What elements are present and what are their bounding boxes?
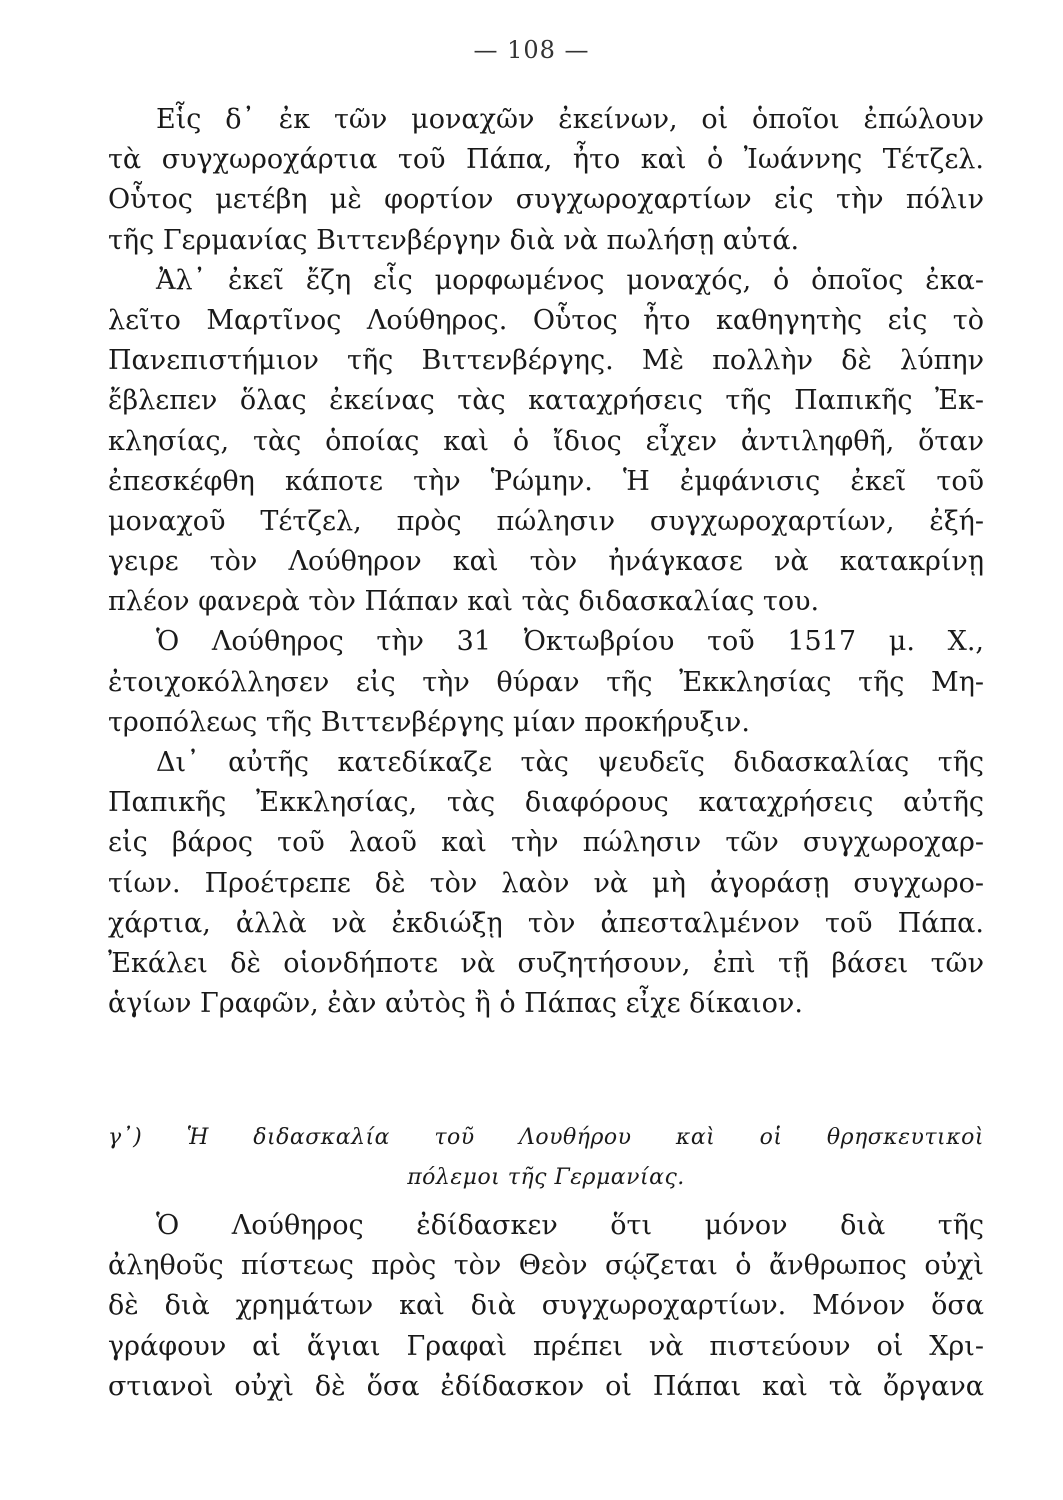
text-line: γειρε τὸν Λούθηρον καὶ τὸν ἠνάγκασε νὰ κατακρίνῃ bbox=[108, 546, 984, 578]
text-line: στιανοὶ οὐχὶ δὲ ὅσα ἐδίδασκον οἱ Πάπαι καὶ τὰ ὄργανα bbox=[108, 1370, 984, 1402]
text-line: κλησίας, τὰς ὁποίας καὶ ὁ ἴδιος εἶχεν ἀντιληφθῆ, ὅταν bbox=[108, 425, 984, 457]
section-heading bbox=[108, 1118, 984, 1198]
text-line: Ἐκάλει δὲ οἱονδήποτε νὰ συζητήσουν, ἐπὶ τῇ βάσει τῶν bbox=[108, 947, 984, 979]
text-line: ἀληθοῦς πίστεως πρὸς τὸν Θεὸν σῴζεται ὁ ἄνθρωπος οὐχὶ bbox=[108, 1250, 984, 1282]
text-line: γράφουν αἱ ἅγιαι Γραφαὶ πρέπει νὰ πιστεύουν οἱ Χρι- bbox=[108, 1330, 984, 1362]
section-heading-line-2: πόλεμοι τῆς Γερμανίας. bbox=[407, 1165, 685, 1190]
page-number: — 108 — bbox=[473, 36, 590, 64]
text-line: τὰ συγχωροχάρτια τοῦ Πάπα, ἦτο καὶ ὁ Ἰωάννης Τέτζελ. bbox=[108, 144, 984, 176]
text-line: δὲ διὰ χρημάτων καὶ διὰ συγχωροχαρτίων. Μόνον ὅσα bbox=[108, 1290, 984, 1322]
text-line: Οὗτος μετέβη μὲ φορτίον συγχωροχαρτίων εἰς τὴν πόλιν bbox=[108, 184, 984, 216]
text-line: μοναχοῦ Τέτζελ, πρὸς πώλησιν συγχωροχαρτίων, ἐξή- bbox=[108, 505, 984, 537]
section-heading-line-1: γ᾽) Ἡ διδασκαλία τοῦ Λουθήρου καὶ οἱ θρησκευτικοὶ bbox=[108, 1125, 984, 1150]
text-line: Ἀλ᾽ ἐκεῖ ἔζη εἷς μορφωμένος μοναχός, ὁ ὁποῖος ἐκα- bbox=[156, 264, 984, 296]
text-line: Παπικῆς Ἐκκλησίας, τὰς διαφόρους καταχρήσεις αὐτῆς bbox=[108, 787, 984, 819]
text-line: τίων. Προέτρεπε δὲ τὸν λαὸν νὰ μὴ ἀγοράσῃ συγχωρο- bbox=[108, 867, 984, 899]
text-line: ἐτοιχοκόλλησεν εἰς τὴν θύραν τῆς Ἐκκλησίας τῆς Μη- bbox=[108, 666, 984, 698]
text-line: λεῖτο Μαρτῖνος Λούθηρος. Οὗτος ἦτο καθηγητὴς εἰς τὸ bbox=[108, 304, 984, 336]
text-line: Ὁ Λούθηρος τὴν 31 Ὀκτωβρίου τοῦ 1517 μ. Χ., bbox=[156, 626, 984, 658]
text-line: Δι᾽ αὐτῆς κατεδίκαζε τὰς ψευδεῖς διδασκαλίας τῆς bbox=[156, 747, 984, 778]
text-line: τῆς Γερμανίας Βιττενβέργην διὰ νὰ πωλήσῃ αὐτά. bbox=[108, 224, 800, 256]
text-line: Πανεπιστήμιον τῆς Βιττενβέργης. Μὲ πολλὴν δὲ λύπην bbox=[108, 345, 984, 377]
text-line: ἐπεσκέφθη κάποτε τὴν Ῥώμην. Ἡ ἐμφάνισις ἐκεῖ τοῦ bbox=[108, 465, 984, 497]
text-line: Εἷς δ᾽ ἐκ τῶν μοναχῶν ἐκείνων, οἱ ὁποῖοι ἐπώλουν bbox=[156, 104, 984, 135]
text-line: Ὁ Λούθηρος ἐδίδασκεν ὅτι μόνον διὰ τῆς bbox=[156, 1210, 984, 1241]
text-line: πλέον φανερὰ τὸν Πάπαν καὶ τὰς διδασκαλίας του. bbox=[108, 586, 820, 618]
body-text-section-2 bbox=[108, 1206, 984, 1407]
text-line: ἁγίων Γραφῶν, ἐὰν αὐτὸς ἢ ὁ Πάπας εἶχε δίκαιον. bbox=[108, 988, 803, 1020]
text-line: ἔβλεπεν ὅλας ἐκείνας τὰς καταχρήσεις τῆς Παπικῆς Ἐκ- bbox=[108, 385, 984, 417]
text-line: τροπόλεως τῆς Βιττενβέργης μίαν προκήρυξιν. bbox=[108, 706, 750, 738]
body-text-section-1 bbox=[108, 100, 984, 1024]
text-line: εἰς βάρος τοῦ λαοῦ καὶ τὴν πώλησιν τῶν συγχωροχαρ- bbox=[108, 827, 984, 859]
text-line: χάρτια, ἀλλὰ νὰ ἐκδιώξῃ τὸν ἀπεσταλμένον τοῦ Πάπα. bbox=[108, 907, 984, 939]
